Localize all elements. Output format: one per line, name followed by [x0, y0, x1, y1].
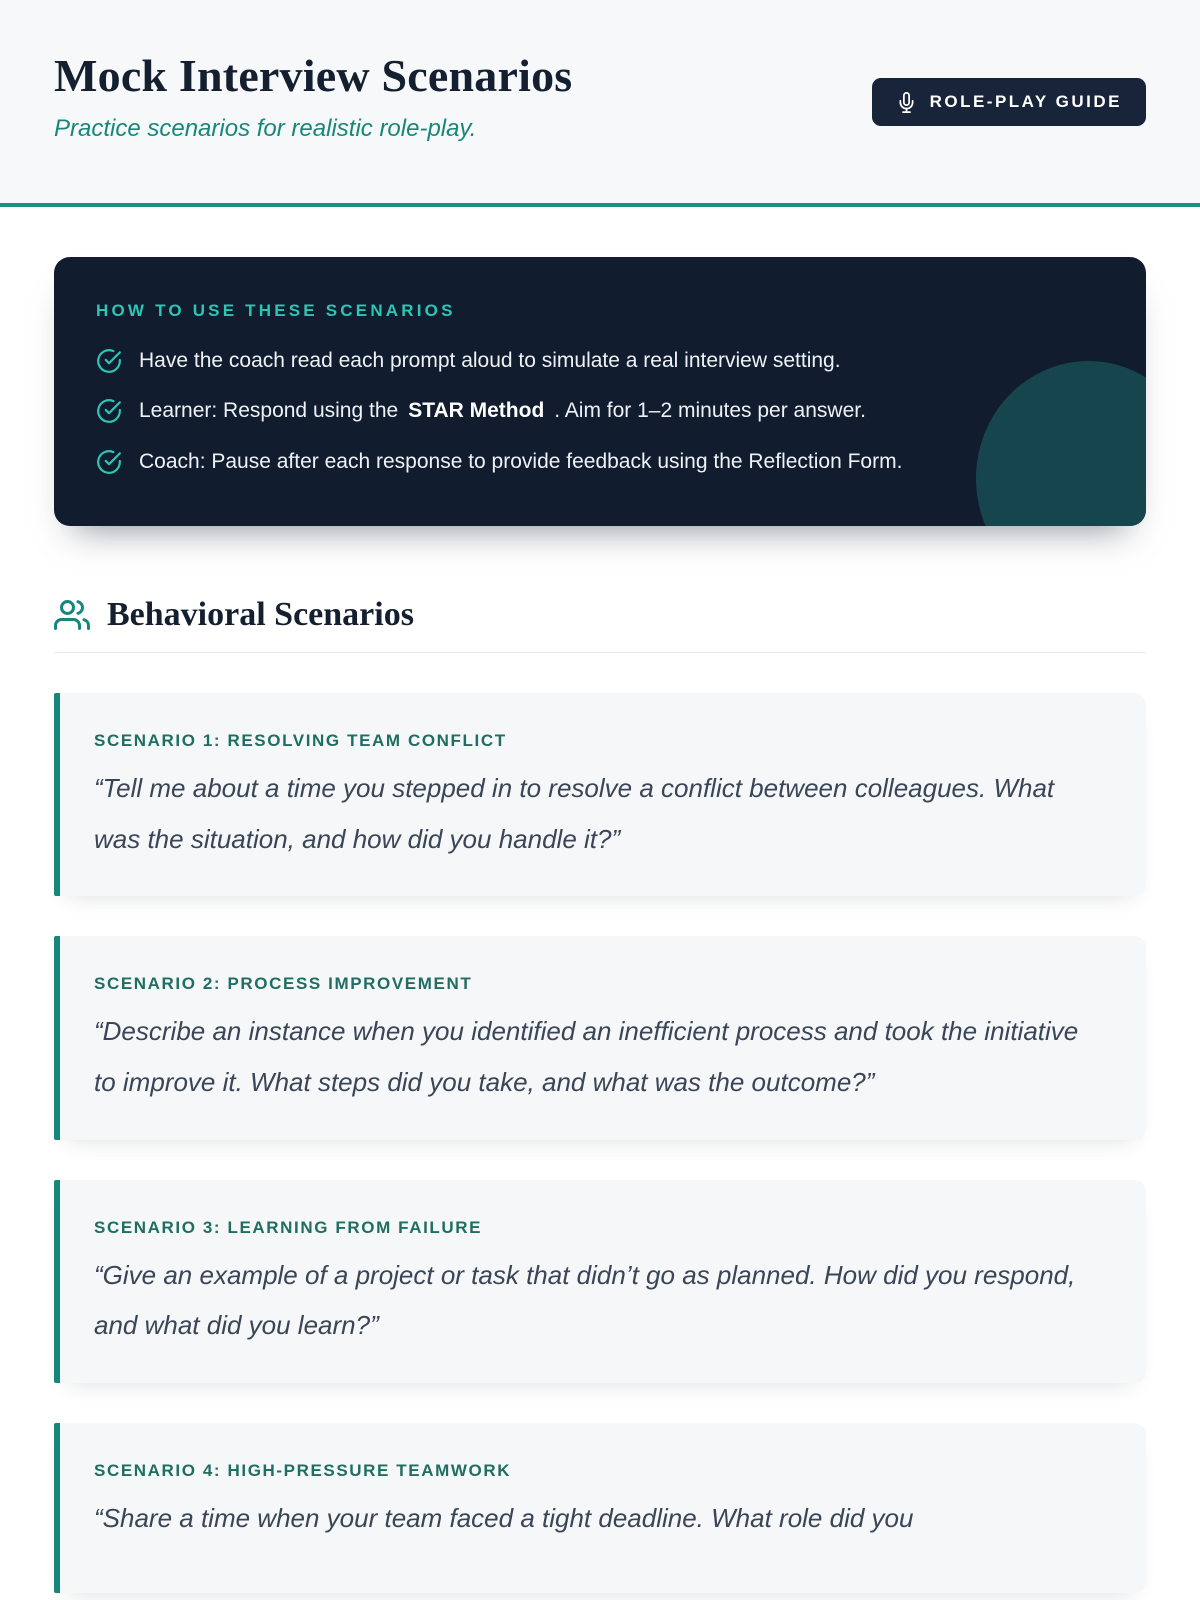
scenario-card-4: [54, 1423, 1146, 1593]
how-to-use-list: [96, 347, 1104, 476]
scenario-label: SCENARIO 3: LEARNING FROM FAILURE: [94, 1217, 483, 1237]
how-to-use-title: HOW TO USE THESE SCENARIOS: [96, 300, 456, 320]
section-title: Behavioral Scenarios: [107, 595, 414, 633]
star-method-highlight: STAR Method: [408, 399, 545, 423]
list-item-text: Coach: Pause after each response to provide feedback using the Reflection Form.: [139, 449, 903, 473]
scenario-card-2: [54, 936, 1146, 1139]
list-item: [96, 347, 1104, 375]
scenario-label: SCENARIO 1: RESOLVING TEAM CONFLICT: [94, 730, 507, 750]
scenario-quote: “Share a time when your team faced a tight deadline. What role did you: [94, 1503, 914, 1534]
check-circle-icon: [96, 398, 122, 424]
how-to-use-card: [54, 257, 1146, 526]
list-item: [96, 448, 1104, 476]
scenario-quote: “Tell me about a time you stepped in to resolve a conflict between colleagues. What was the situation, and how did you handle it?”: [94, 772, 1055, 854]
scenario-card-3: [54, 1180, 1146, 1383]
scenario-label: SCENARIO 4: HIGH-PRESSURE TEAMWORK: [94, 1461, 512, 1481]
list-item-text: Learner: Respond using the STAR Method . Aim for 1–2 minutes per answer.: [139, 399, 866, 423]
scenario-quote: “Describe an instance when you identified an inefficient process and took the initiative to improve it. What steps did you take, and what was the outcome?”: [94, 1016, 1079, 1097]
scenario-quote: “Give an example of a project or task that didn’t go as planned. How did you respond, and what did you learn?”: [94, 1259, 1076, 1341]
main-content: [0, 257, 1200, 1593]
header-text-block: [54, 50, 572, 143]
page-title: Mock Interview Scenarios: [54, 50, 573, 101]
check-circle-icon: [96, 449, 122, 475]
list-item: [96, 397, 1104, 425]
mic-icon: [896, 92, 917, 113]
page-subtitle: Practice scenarios for realistic role-play.: [54, 114, 477, 142]
scenario-label: SCENARIO 2: PROCESS IMPROVEMENT: [94, 974, 473, 994]
role-play-guide-badge[interactable]: [872, 78, 1146, 126]
page-header: [0, 0, 1200, 207]
check-circle-icon: [96, 348, 122, 374]
users-icon: [54, 597, 90, 633]
list-item-text: Have the coach read each prompt aloud to simulate a real interview setting.: [139, 348, 841, 372]
behavioral-scenarios-heading: [54, 596, 1146, 653]
scenario-card-1: [54, 693, 1146, 896]
badge-label: ROLE-PLAY GUIDE: [929, 92, 1122, 111]
